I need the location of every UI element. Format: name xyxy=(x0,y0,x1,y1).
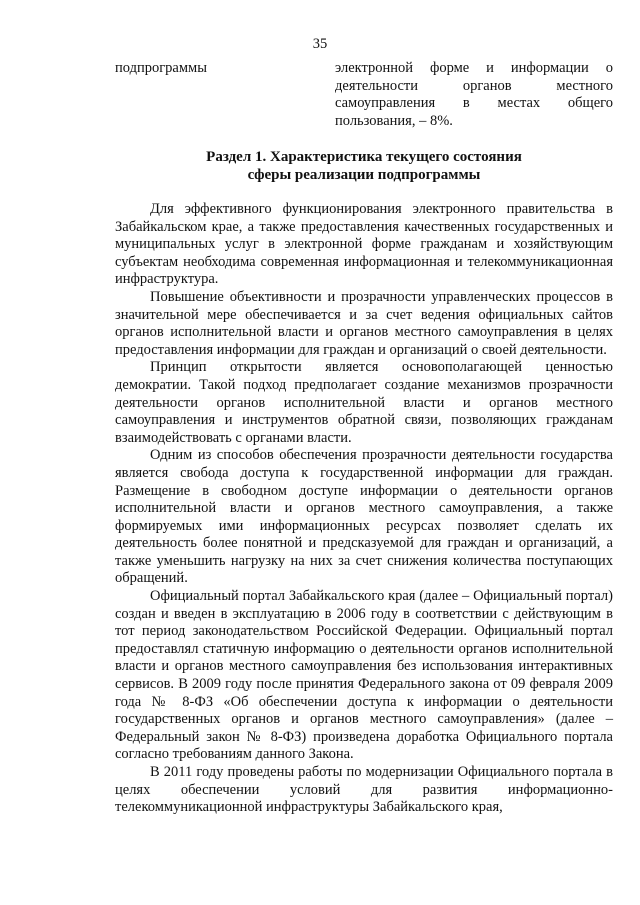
page-number: 35 xyxy=(312,36,328,52)
paragraph: Для эффективного функционирования электронного правительства в Забайкальском крае, а также предоставления качественных государственных и муниципальных услуг в электронной форме гражданам и хозяйствующим субъектам необходима современная информационная и телекоммуникационная инфраструктура. xyxy=(115,201,613,288)
paragraph: Официальный портал Забайкальского края (далее – Официальный портал) создан и введен в эксплуатацию в 2006 году в соответствии с действующим в тот период законодательством Российской Федерации. Официальный портал предоставлял статичную информацию о деятельности органов исполнительной власти и органов местного самоуправления без использования интерактивных сервисов. В 2009 году после принятия Федерального закона от 09 февраля 2009 года № 8-ФЗ «Об обеспечении доступа к информации о деятельности государственных органов и органов местного самоуправления» (далее – Федеральный закон № 8-ФЗ) произведена доработка Официального портала согласно требованиям данного Закона. xyxy=(115,588,613,763)
paragraph: Повышение объективности и прозрачности управленческих процессов в значительной мере обеспечивается и за счет ведения официальных сайтов органов исполнительной власти и органов местного самоуправления в целях предоставления информации для граждан и организаций о своей деятельности. xyxy=(115,288,613,358)
paragraph: Принцип открытости является основополагающей ценностью демократии. Такой подход предполагает создание механизмов прозрачности деятельности органов исполнительной власти и органов местного самоуправления и инструментов обратной связи, позволяющих гражданам взаимодействовать с органами власти. xyxy=(115,359,613,446)
paragraph: Одним из способов обеспечения прозрачности деятельности государства является свобода доступа к государственной информации для граждан. Размещение в свободном доступе информации о деятельности органов исполнительной власти и органов местного самоуправления, а также формируемых ими информационных ресурсах позволяет сделать их деятельность более понятной и предсказуемой для граждан и организаций, а также уменьшить нагрузку на них за счет снижения количества поступающих обращений. xyxy=(115,447,613,587)
section-heading-line-2: сферы реализации подпрограммы xyxy=(247,167,481,183)
section-heading-line-1: Раздел 1. Характеристика текущего состояния xyxy=(206,149,522,165)
table-label-cell: подпрограммы xyxy=(115,60,207,76)
table-value-cell: электронной форме и информации о деятельности органов местного самоуправления в местах общего пользования, – 8%. xyxy=(335,60,613,129)
table-row xyxy=(115,60,613,130)
body-text xyxy=(115,201,613,817)
section-heading xyxy=(115,148,613,184)
paragraph: В 2011 году проведены работы по модернизации Официального портала в целях обеспечении условий для развития информационно-телекоммуникационной инфраструктуры Забайкальского края, xyxy=(115,764,613,816)
